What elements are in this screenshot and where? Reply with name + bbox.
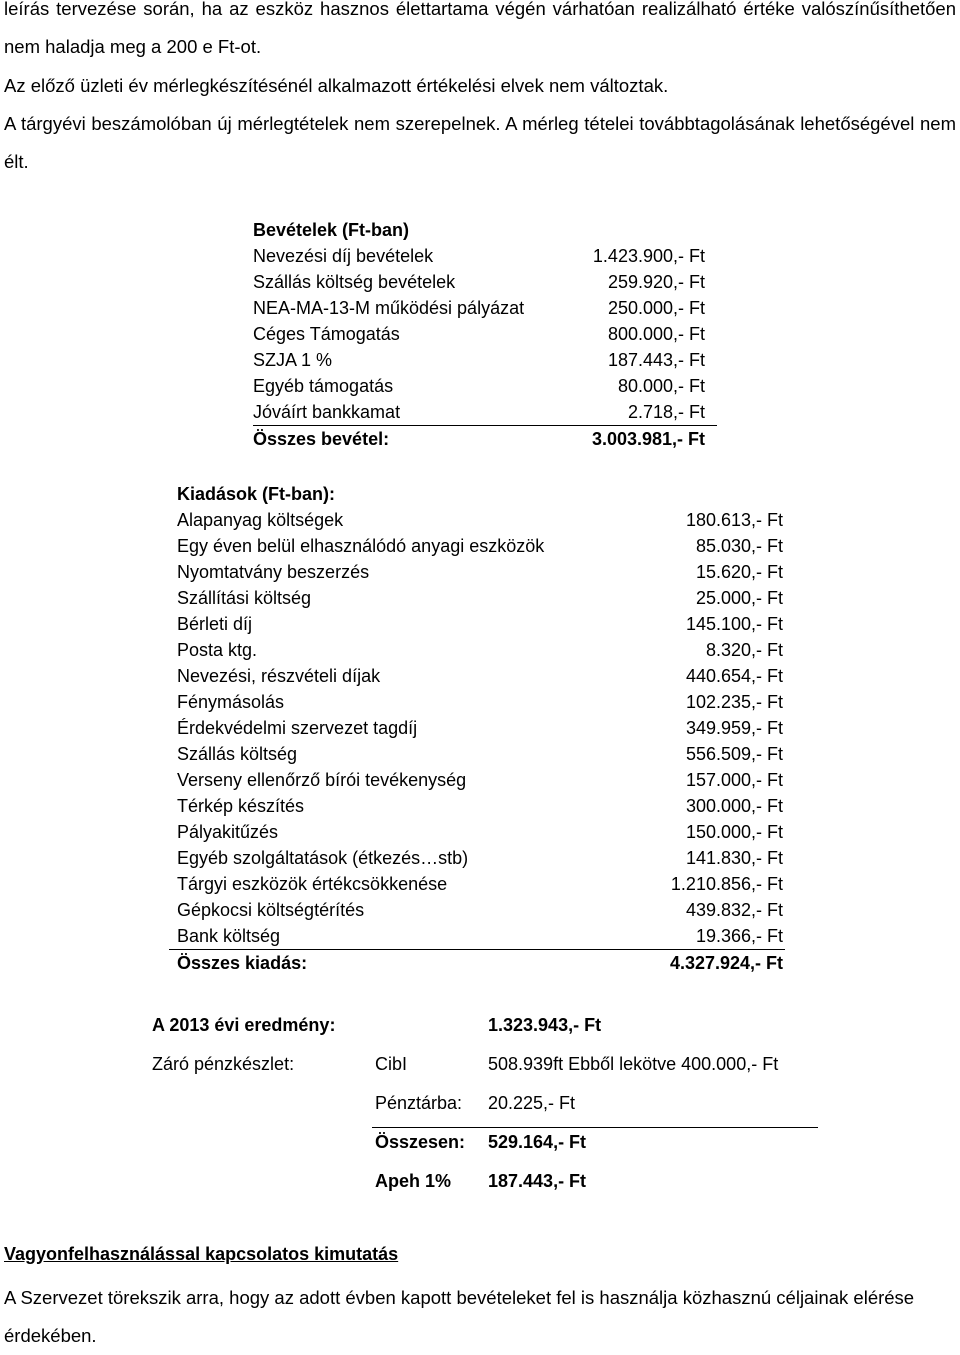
income-total-row	[253, 425, 717, 452]
expense-total-row	[169, 949, 785, 976]
expense-item-row	[169, 741, 785, 767]
expense-item-row	[169, 559, 785, 585]
expense-item-row	[169, 715, 785, 741]
income-title: Bevételek (Ft-ban)	[253, 220, 410, 240]
income-item-amount: 1.423.900,- Ft	[592, 246, 705, 266]
expense-item-amount: 349.959,- Ft	[685, 718, 783, 738]
income-table	[253, 217, 717, 452]
intro-paragraph-2: Az előző üzleti év mérlegkészítésénél alkalmazott értékelési elvek nem változtak.	[4, 75, 669, 96]
expense-item-label: Bank költség	[177, 926, 281, 946]
expense-item-label: Szállás költség	[177, 744, 298, 764]
expense-item-row	[169, 533, 785, 559]
income-item-label: Jóváírt bankkamat	[253, 402, 401, 422]
expense-item-row	[169, 923, 785, 949]
cib-label: CibI	[375, 1054, 408, 1074]
expense-item-label: Tárgyi eszközök értékcsökkenése	[177, 874, 448, 894]
expense-item-amount: 85.030,- Ft	[695, 536, 783, 556]
income-item-amount: 187.443,- Ft	[607, 350, 705, 370]
expense-title: Kiadások (Ft-ban):	[177, 484, 336, 504]
income-item-row	[253, 295, 717, 321]
expense-item-amount: 145.100,- Ft	[685, 614, 783, 634]
intro-paragraph-1: leírás tervezése során, ha az eszköz hasznos élettartama végén várhatóan realizálható értéke valószínűsíthetően nem haladja meg a 200 e Ft-ot.	[4, 0, 956, 57]
expense-item-row	[169, 897, 785, 923]
expense-total-amount: 4.327.924,- Ft	[669, 953, 783, 973]
expense-item-amount: 157.000,- Ft	[685, 770, 783, 790]
expense-item-amount: 439.832,- Ft	[685, 900, 783, 920]
expense-item-label: Egyéb szolgáltatások (étkezés…stb)	[177, 848, 469, 868]
income-item-label: Nevezési díj bevételek	[253, 246, 434, 266]
expense-item-label: Alapanyag költségek	[177, 510, 344, 530]
expense-item-amount: 150.000,- Ft	[685, 822, 783, 842]
expense-item-amount: 556.509,- Ft	[685, 744, 783, 764]
expense-item-amount: 1.210.856,- Ft	[670, 874, 783, 894]
income-item-label: NEA-MA-13-M működési pályázat	[253, 298, 525, 318]
sum-label: Összesen:	[375, 1132, 466, 1152]
expense-item-amount: 19.366,- Ft	[695, 926, 783, 946]
asset-use-paragraph: A Szervezet törekszik arra, hogy az adott évben kapott bevételeket fel is használja közhasznú céljainak elérése érdekében.	[4, 1287, 915, 1346]
income-item-amount: 250.000,- Ft	[607, 298, 705, 318]
expense-item-label: Szállítási költség	[177, 588, 312, 608]
expense-item-amount: 180.613,- Ft	[685, 510, 783, 530]
expense-item-label: Nyomtatvány beszerzés	[177, 562, 370, 582]
expense-total-label: Összes kiadás:	[177, 953, 308, 973]
closing-label: Záró pénzkészlet:	[152, 1054, 295, 1074]
expense-item-amount: 8.320,- Ft	[705, 640, 783, 660]
income-total-amount: 3.003.981,- Ft	[591, 429, 705, 449]
expense-item-amount: 25.000,- Ft	[695, 588, 783, 608]
expense-item-label: Gépkocsi költségtérítés	[177, 900, 365, 920]
income-item-amount: 80.000,- Ft	[617, 376, 705, 396]
apeh-value: 187.443,- Ft	[488, 1171, 587, 1191]
asset-use-title: Vagyonfelhasználással kapcsolatos kimutatás	[4, 1244, 399, 1264]
expense-item-row	[169, 689, 785, 715]
income-total-label: Összes bevétel:	[253, 429, 390, 449]
expense-item-label: Verseny ellenőrző bírói tevékenység	[177, 770, 467, 790]
expense-item-amount: 15.620,- Ft	[695, 562, 783, 582]
expense-item-row	[169, 871, 785, 897]
expense-item-label: Fénymásolás	[177, 692, 285, 712]
expense-item-label: Térkép készítés	[177, 796, 305, 816]
income-item-amount: 800.000,- Ft	[607, 324, 705, 344]
cib-value: 508.939ft Ebből lekötve 400.000,- Ft	[488, 1054, 779, 1074]
income-item-row	[253, 243, 717, 269]
expense-item-row	[169, 637, 785, 663]
intro-paragraph-3: A tárgyévi beszámolóban új mérlegtételek nem szerepelnek. A mérleg tételei továbbtagolásának lehetőségével nem élt.	[4, 113, 956, 172]
apeh-label: Apeh 1%	[375, 1171, 452, 1191]
income-item-row	[253, 347, 717, 373]
expense-item-amount: 300.000,- Ft	[685, 796, 783, 816]
result-value: 1.323.943,- Ft	[488, 1015, 602, 1035]
expense-item-label: Pályakitűzés	[177, 822, 279, 842]
expense-item-row	[169, 611, 785, 637]
expense-item-amount: 141.830,- Ft	[685, 848, 783, 868]
expense-item-label: Bérleti díj	[177, 614, 253, 634]
income-item-row	[253, 269, 717, 295]
income-item-row	[253, 321, 717, 347]
expense-table	[169, 481, 785, 976]
cash-label: Pénztárba:	[375, 1093, 463, 1113]
expense-item-label: Posta ktg.	[177, 640, 258, 660]
income-item-amount: 2.718,- Ft	[627, 402, 705, 422]
expense-item-row	[169, 507, 785, 533]
income-item-label: Szállás költség bevételek	[253, 272, 456, 292]
expense-item-row	[169, 819, 785, 845]
expense-item-row	[169, 845, 785, 871]
income-item-label: SZJA 1 %	[253, 350, 333, 370]
income-item-row	[253, 373, 717, 399]
expense-item-label: Érdekvédelmi szervezet tagdíj	[177, 718, 418, 738]
expense-item-label: Egy éven belül elhasználódó anyagi eszközök	[177, 536, 545, 556]
sum-divider	[372, 1127, 818, 1128]
expense-item-row	[169, 767, 785, 793]
expense-item-amount: 440.654,- Ft	[685, 666, 783, 686]
expense-item-row	[169, 793, 785, 819]
cash-value: 20.225,- Ft	[488, 1093, 576, 1113]
income-item-amount: 259.920,- Ft	[607, 272, 705, 292]
income-item-row	[253, 399, 717, 425]
expense-item-amount: 102.235,- Ft	[685, 692, 783, 712]
result-label: A 2013 évi eredmény:	[152, 1015, 336, 1035]
expense-item-row	[169, 585, 785, 611]
sum-value: 529.164,- Ft	[488, 1132, 587, 1152]
expense-item-row	[169, 663, 785, 689]
income-item-label: Céges Támogatás	[253, 324, 400, 344]
income-item-label: Egyéb támogatás	[253, 376, 394, 396]
expense-item-label: Nevezési, részvételi díjak	[177, 666, 381, 686]
